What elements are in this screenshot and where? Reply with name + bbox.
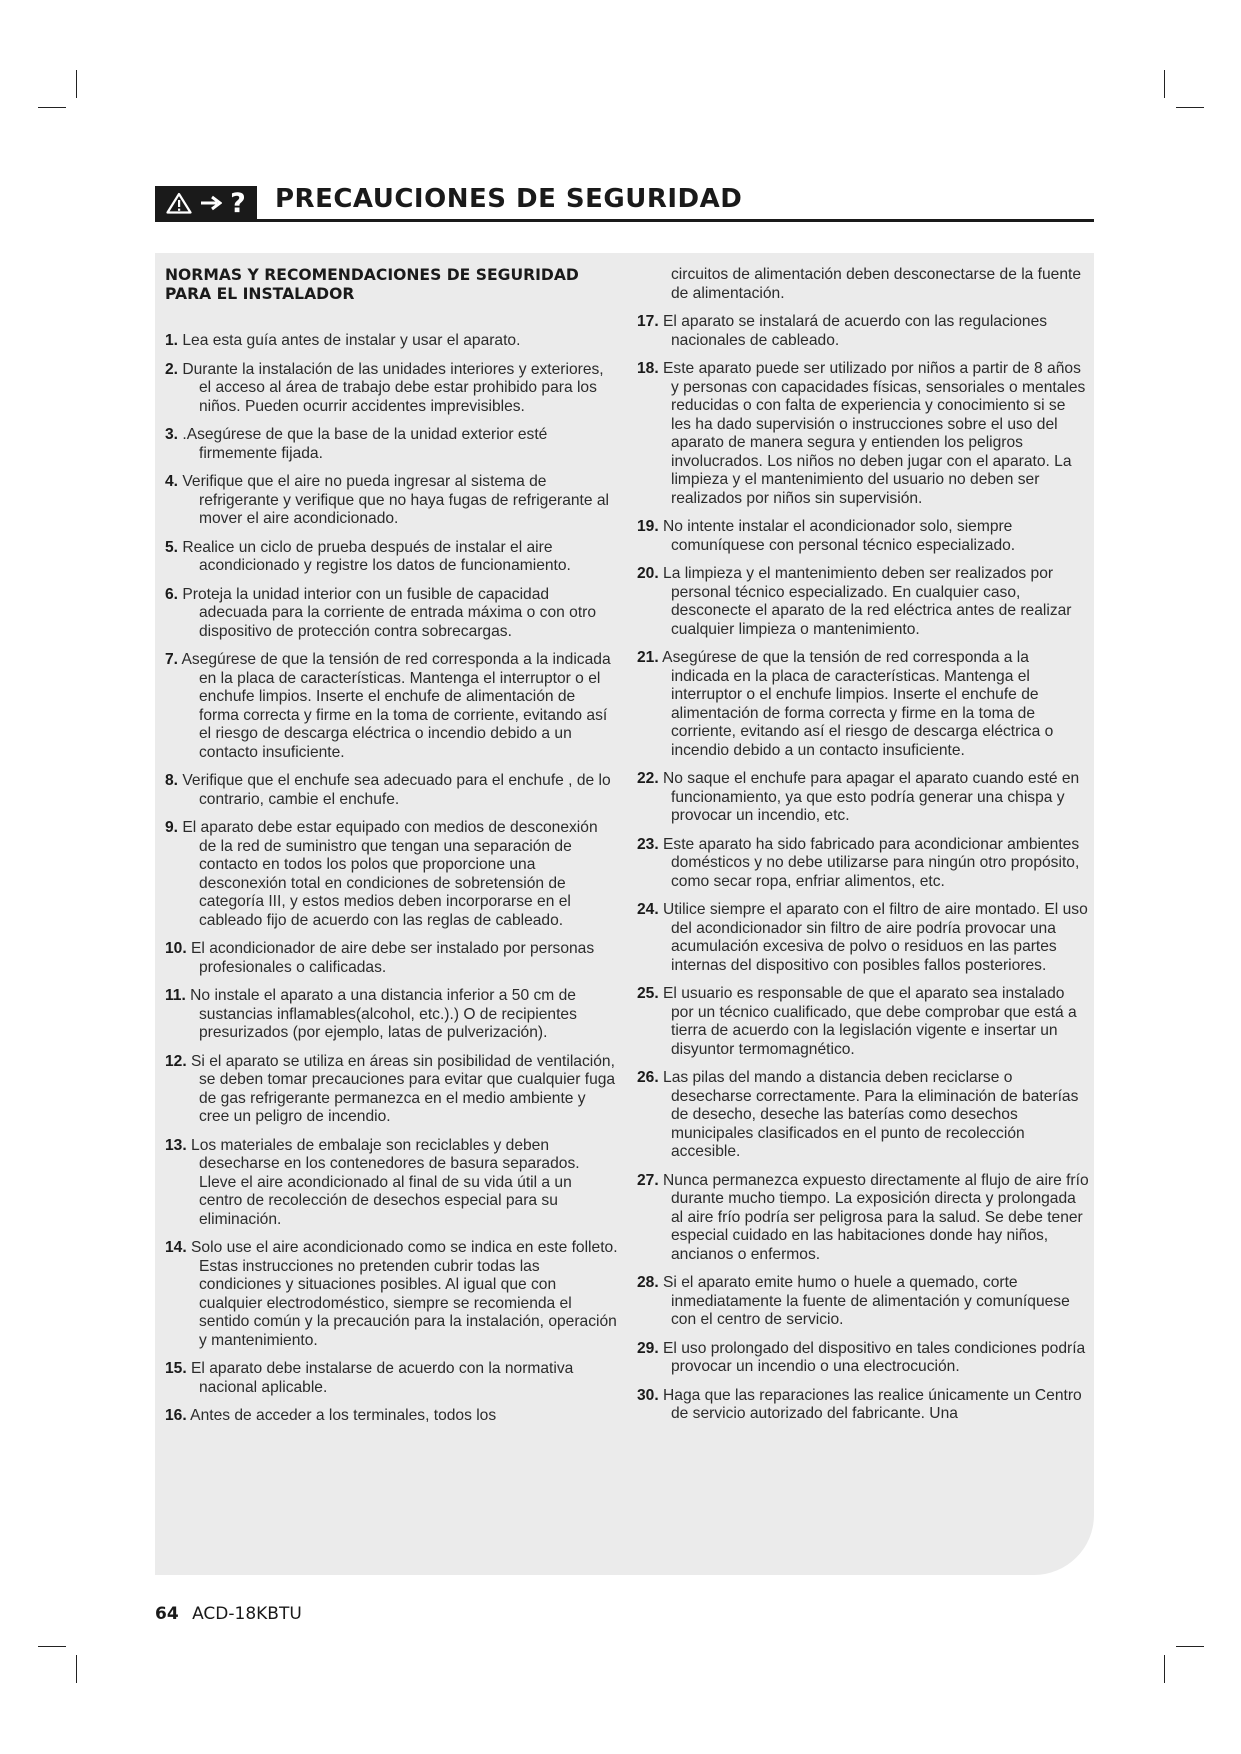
list-item <box>637 1340 1089 1377</box>
list-item <box>637 836 1089 892</box>
crop-mark <box>1176 1646 1204 1647</box>
list-item <box>165 586 619 642</box>
list-item <box>165 361 619 417</box>
item-text: El acondicionador de aire debe ser instalado por personas profesionales o calificadas. <box>191 940 595 976</box>
item-number: 20. <box>637 565 659 582</box>
list-item <box>165 1137 619 1230</box>
item-text: Solo use el aire acondicionado como se indica en este folleto. Estas instrucciones no pretenden cubrir todas las condiciones y situaciones posibles. Al igual que con cualquier electrodoméstico, siempre se recomienda el sentido común y la precaución para la instalación, operación y mantenimiento. <box>191 1239 618 1349</box>
list-item-continuation: circuitos de alimentación deben desconectarse de la fuente de alimentación. <box>671 266 1082 302</box>
item-text: Las pilas del mando a distancia deben reciclarse o desecharse correctamente. Para la eliminación de baterías de desecho, deseche las baterías como desechos municipales clasificados en el punto de recolección accesible. <box>663 1069 1079 1160</box>
question-icon: ? <box>230 187 246 219</box>
item-number: 21. <box>637 649 659 666</box>
arrow-right-icon <box>200 195 222 211</box>
item-number: 30. <box>637 1386 659 1404</box>
item-number: 24. <box>637 901 659 918</box>
list-item <box>637 1274 1089 1330</box>
item-text: .Asegúrese de que la base de la unidad exterior esté firmemente fijada. <box>182 426 548 462</box>
crop-mark <box>76 1655 77 1683</box>
item-number: 27. <box>637 1171 659 1189</box>
item-text: El uso prolongado del dispositivo en tales condiciones podría provocar un incendio o una electrocución. <box>663 1339 1086 1375</box>
left-column <box>165 266 619 1436</box>
crop-mark <box>38 1646 66 1647</box>
list-item <box>165 473 619 529</box>
item-number: 26. <box>637 1069 659 1086</box>
item-text: No saque el enchufe para apagar el aparato cuando esté en funcionamiento, ya que esto podría generar una chispa y provocar un incendio, etc. <box>663 770 1080 824</box>
crop-mark <box>1164 70 1165 98</box>
item-text: Asegúrese de que la tensión de red corresponda a la indicada en la placa de características. Mantenga el interruptor o el enchufe limpios. Inserte el enchufe de alimentación de forma correcta y firme en la toma de corriente, evitando así el riesgo de descarga eléctrica o incendio debido a un contacto insuficiente. <box>181 651 611 761</box>
list-item <box>165 539 619 576</box>
left-item-list <box>165 332 619 1426</box>
item-number: 4. <box>165 473 179 490</box>
item-text: Verifique que el enchufe sea adecuado para el enchufe , de lo contrario, cambie el enchufe. <box>182 772 611 808</box>
item-number: 19. <box>637 518 659 535</box>
item-text: No intente instalar el acondicionador solo, siempre comuníquese con personal técnico especializado. <box>663 518 1016 554</box>
item-number: 3. <box>165 426 179 443</box>
right-column <box>637 266 1089 1434</box>
list-item <box>165 1053 619 1127</box>
item-number: 14. <box>165 1239 187 1256</box>
item-text: Este aparato ha sido fabricado para acondicionar ambientes domésticos y no debe utilizarse para ningún otro propósito, como secar ropa, enfriar alimentos, etc. <box>663 835 1080 890</box>
item-number: 23. <box>637 835 659 853</box>
item-text: Este aparato puede ser utilizado por niños a partir de 8 años y personas con capacidades físicas, sensoriales o mentales reducidas o con falta de experiencia y conocimiento si se les ha dado supervisión o instrucciones sobre el uso del aparato de manera segura y entienden los peligros involucrados. Los niños no deben jugar con el aparato. La limpieza y el mantenimiento del usuario no deben ser realizados por niños sin supervisión. <box>663 360 1086 507</box>
item-number: 15. <box>165 1360 187 1377</box>
item-text: Antes de acceder a los terminales, todos los <box>190 1407 497 1424</box>
list-item <box>165 1239 619 1350</box>
list-item <box>637 313 1089 350</box>
item-text: Si el aparato se utiliza en áreas sin posibilidad de ventilación, se deben tomar precauciones para evitar que cualquier fuga de gas refrigerante permanezca en el medio ambiente y cree un peligro de incendio. <box>191 1052 616 1125</box>
item-number: 18. <box>637 360 659 377</box>
list-item <box>165 1360 619 1397</box>
header-rule <box>155 219 1094 222</box>
item-text: Los materiales de embalaje son reciclables y deben desecharse en los contenedores de basura separados. Lleve el aire acondicionado al final de su vida útil a un centro de recolección de desechos especial para su eliminación. <box>191 1136 580 1228</box>
item-text: Haga que las reparaciones las realice únicamente un Centro de servicio autorizado del fabricante. Una <box>663 1386 1082 1422</box>
list-item <box>165 987 619 1043</box>
item-number: 8. <box>165 772 179 789</box>
section-heading: NORMAS Y RECOMENDACIONES DE SEGURIDAD PARA EL INSTALADOR <box>165 266 579 303</box>
right-item-list <box>637 313 1089 1424</box>
item-text: Asegúrese de que la tensión de red corresponda a la indicada en la placa de características. Mantenga el interruptor o el enchufe limpios. Inserte el enchufe de alimentación de forma correcta y firme en la toma de corriente, evitando así el riesgo de descarga eléctrica o incendio debido a un contacto insuficiente. <box>662 649 1054 759</box>
item-number: 12. <box>165 1052 187 1070</box>
item-text: El usuario es responsable de que el aparato sea instalado por un técnico cualificado, que debe comprobar que está a tierra de acuerdo con la legislación vigente e insertar un disyuntor termomagnético. <box>663 985 1077 1058</box>
list-item <box>637 360 1089 508</box>
item-text: El aparato debe estar equipado con medios de desconexión de la red de suministro que tengan una separación de contacto en todos los polos que proporcione una desconexión total en condiciones de sobretensión de categoría III, y estos medios deben incorporarse en el cableado fijo de acuerdo con las reglas de cableado. <box>182 819 598 929</box>
item-number: 11. <box>165 987 186 1004</box>
list-item <box>165 651 619 762</box>
item-number: 22. <box>637 770 659 787</box>
item-text: Proteja la unidad interior con un fusible de capacidad adecuada para la corriente de entrada máxima o con otro dispositivo de protección contra sobrecargas. <box>182 585 597 640</box>
list-item <box>637 649 1089 760</box>
list-item <box>637 1172 1089 1265</box>
item-number: 13. <box>165 1136 187 1154</box>
item-number: 6. <box>165 585 179 603</box>
item-text: No instale el aparato a una distancia inferior a 50 cm de sustancias inflamables(alcohol, etc.).) O de recipientes presurizados (por ejemplo, latas de pulverización). <box>190 987 577 1041</box>
list-item <box>637 901 1089 975</box>
list-item <box>637 985 1089 1059</box>
item-number: 7. <box>165 651 179 668</box>
page-title: PRECAUCIONES DE SEGURIDAD <box>275 184 743 214</box>
item-text: Utilice siempre el aparato con el filtro de aire montado. El uso del acondicionador sin filtro de aire podría provocar una acumulación excesiva de polvo o residuos en las partes internas del dispositivo con posibles fallos posteriores. <box>663 901 1088 974</box>
page-number: 64 <box>155 1604 179 1624</box>
item-number: 25. <box>637 985 659 1002</box>
crop-mark <box>1176 107 1204 108</box>
list-item <box>637 1069 1089 1162</box>
item-number: 2. <box>165 360 179 378</box>
list-item <box>637 518 1089 555</box>
page-footer <box>155 1604 302 1624</box>
content-panel <box>155 253 1094 1575</box>
list-item <box>165 940 619 977</box>
list-item <box>165 1407 619 1426</box>
item-text: Si el aparato emite humo o huele a quemado, corte inmediatamente la fuente de alimentación y comuníquese con el centro de servicio. <box>663 1274 1070 1328</box>
crop-mark <box>76 70 77 98</box>
page-header <box>155 186 1094 222</box>
item-number: 1. <box>165 332 179 349</box>
item-number: 29. <box>637 1339 659 1357</box>
item-text: Nunca permanezca expuesto directamente al flujo de aire frío durante mucho tiempo. La exposición directa y prolongada al aire frío podría ser peligrosa para la salud. Se debe tener especial cuidado en las habitaciones donde hay niños, ancianos o enfermos. <box>663 1171 1089 1263</box>
list-item <box>165 819 619 930</box>
model-name: ACD-18KBTU <box>192 1604 302 1624</box>
item-number: 16. <box>165 1407 187 1424</box>
list-item <box>165 772 619 809</box>
item-text: El aparato debe instalarse de acuerdo con la normativa nacional aplicable. <box>191 1360 574 1396</box>
crop-mark <box>38 107 66 108</box>
header-icon-box <box>155 186 257 220</box>
item-text: Durante la instalación de las unidades interiores y exteriores, el acceso al área de trabajo debe estar prohibido para los niños. Pueden ocurrir accidentes imprevisibles. <box>182 360 604 415</box>
list-item <box>165 426 619 463</box>
list-item <box>637 770 1089 826</box>
item-text: La limpieza y el mantenimiento deben ser realizados por personal técnico especializado. En cualquier caso, desconecte el aparato de la red eléctrica antes de realizar cualquier limpieza o mantenimiento. <box>663 565 1072 638</box>
item-number: 10. <box>165 940 187 957</box>
item-number: 17. <box>637 313 659 330</box>
item-text: Verifique que el aire no pueda ingresar al sistema de refrigerante y verifique que no haya fugas de refrigerante al mover el aire acondicionado. <box>182 473 610 527</box>
warning-triangle-icon <box>166 192 192 214</box>
item-text: El aparato se instalará de acuerdo con las regulaciones nacionales de cableado. <box>663 313 1048 349</box>
list-item <box>637 565 1089 639</box>
item-number: 9. <box>165 819 179 836</box>
list-item <box>165 332 619 351</box>
item-text: Realice un ciclo de prueba después de instalar el aire acondicionado y registre los datos de funcionamiento. <box>182 538 571 574</box>
crop-mark <box>1164 1655 1165 1683</box>
list-item <box>637 1387 1089 1424</box>
item-number: 28. <box>637 1274 659 1291</box>
item-text: Lea esta guía antes de instalar y usar el aparato. <box>182 332 521 349</box>
item-number: 5. <box>165 538 179 556</box>
